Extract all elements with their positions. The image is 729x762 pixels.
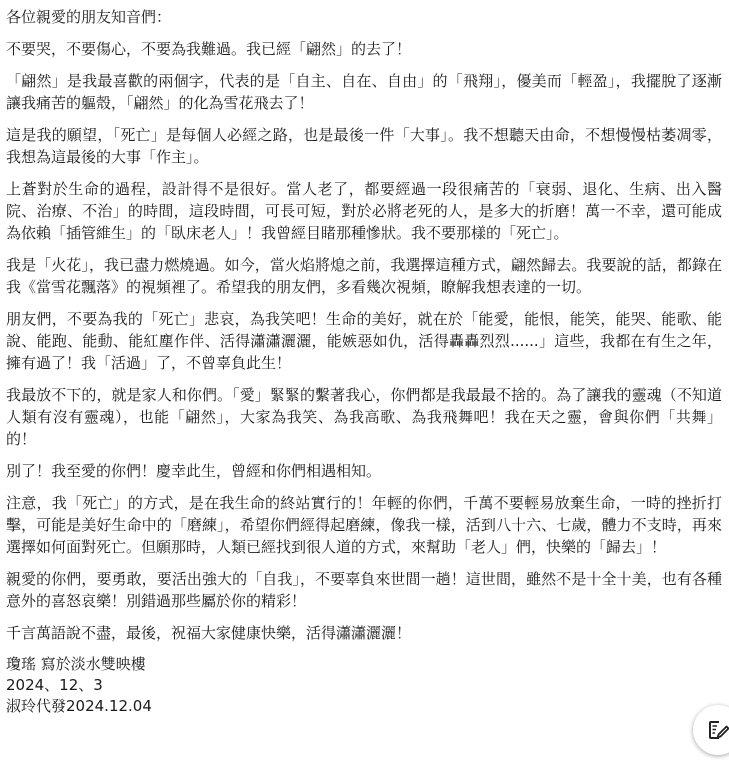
edit-note-icon	[706, 718, 729, 742]
letter-paragraph-2: 「翩然」是我最喜歡的兩個字，代表的是「自主、自在、自由」的「飛翔」，優美而「輕盈」，我擺脫了逐漸讓我痛苦的軀殼，「翩然」的化為雪花飛去了！	[6, 72, 722, 112]
letter-paragraph-9: 注意，我「死亡」的方式，是在我生命的終站實行的！年輕的你們，千萬不要輕易放棄生命，一時的挫折打擊，可能是美好生命中的「磨練」，希望你們經得起磨練，像我一樣，活到八十六、七歲，體力不支時，再來選擇如何面對死亡。但願那時，人類已經找到很人道的方式，來幫助「老人」們，快樂的「歸去」！	[6, 494, 722, 556]
floating-edit-button[interactable]	[693, 705, 729, 755]
letter-paragraph-1: 不要哭，不要傷心，不要為我難過。我已經「翩然」的去了！	[6, 40, 412, 58]
letter-paragraph-10: 親愛的你們，要勇敢，要活出強大的「自我」，不要辜負來世間一趟！這世間，雖然不是十全十美，也有各種意外的喜怒哀樂！別錯過那些屬於你的精彩！	[6, 570, 722, 610]
letter-paragraph-5: 我是「火花」，我已盡力燃燒過。如今，當火焰將熄之前，我選擇這種方式，翩然歸去。我要說的話，都錄在我《當雪花飄落》的視頻裡了。希望我的朋友們，多看幾次視頻，瞭解我想表達的一切。	[6, 256, 722, 296]
letter-paragraph-11: 千言萬語說不盡，最後，祝福大家健康快樂，活得瀟瀟灑灑！	[6, 624, 412, 642]
letter-paragraph-6: 朋友們，不要為我的「死亡」悲哀，為我笑吧！生命的美好，就在於「能愛，能恨，能笑，能哭、能歌、能說、能跑、能動、能紅塵作伴、活得瀟瀟灑灑，能嫉惡如仇，活得轟轟烈烈......」這些，我都在有生之年，擁有過了！我「活過」了，不曾辜負此生！	[6, 310, 722, 372]
letter-paragraph-3: 這是我的願望，「死亡」是每個人必經之路，也是最後一件「大事」。我不想聽天由命，不想慢慢枯萎凋零，我想為這最後的大事「作主」。	[6, 126, 722, 166]
letter-relay-note: 淑玲代發2024.12.04	[6, 697, 152, 715]
letter-paragraph-4: 上蒼對於生命的過程，設計得不是很好。當人老了，都要經過一段很痛苦的「衰弱、退化、生病、出入醫院、治療、不治」的時間，這段時間，可長可短，對於必將老死的人，是多大的折磨！萬一不幸，還可能成為依賴「插管維生」的「臥床老人」！我曾經目睹那種慘狀。我不要那樣的「死亡」。	[6, 180, 722, 242]
letter-body	[6, 6, 722, 717]
letter-signature: 瓊瑤 寫於淡水雙映樓	[6, 655, 146, 673]
letter-greeting: 各位親愛的朋友知音們：	[6, 8, 172, 26]
letter-date: 2024、12、3	[6, 676, 103, 694]
letter-paragraph-7: 我最放不下的，就是家人和你們。「愛」緊緊的繫著我心，你們都是我最最不捨的。為了讓我的靈魂（不知道人類有沒有靈魂），也能「翩然」，大家為我笑、為我高歌、為我飛舞吧！我在天之靈，會與你們「共舞」的！	[6, 386, 722, 448]
letter-paragraph-8: 別了！我至愛的你們！慶幸此生，曾經和你們相遇相知。	[6, 462, 382, 480]
